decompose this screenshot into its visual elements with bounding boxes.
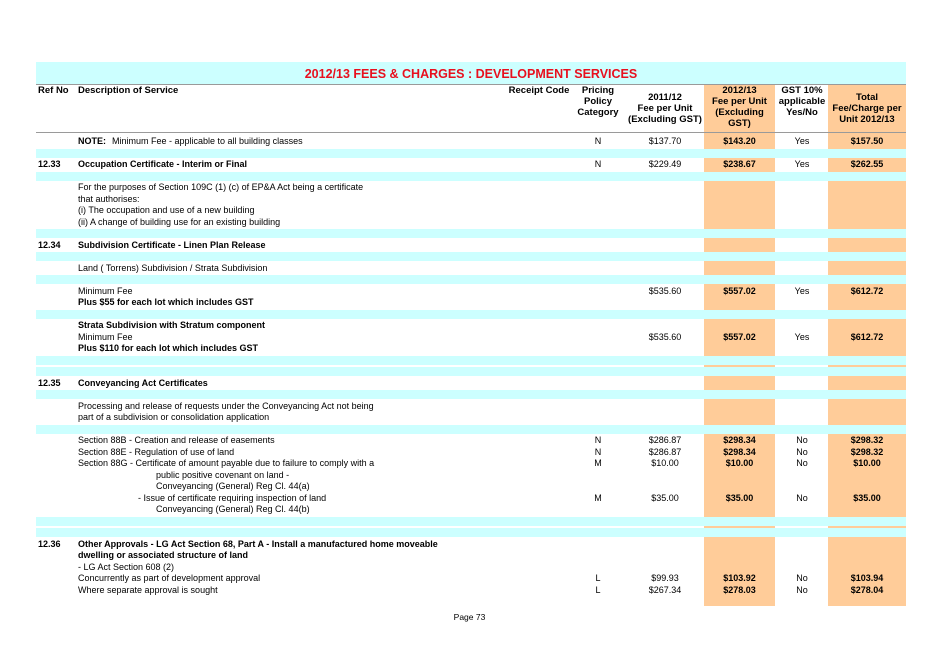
row-gst: No	[796, 458, 808, 468]
row-gst: Yes	[794, 331, 810, 342]
row-total: $103.94	[850, 573, 884, 583]
row-pricing-category: L	[595, 573, 601, 583]
row-gst: No	[796, 446, 808, 457]
row-description: public positive covenant on land -	[156, 469, 290, 480]
row-description: Plus $55 for each lot which includes GST	[78, 297, 254, 307]
row-fee-2012-13: $298.34	[723, 435, 756, 445]
row-fee-2011-12: $35.00	[651, 492, 679, 503]
row-fee-2012-13: $103.92	[723, 573, 756, 583]
row-description: Land ( Torrens) Subdivision / Strata Subdivision	[78, 262, 268, 273]
row-band	[36, 425, 906, 434]
row-note-label: NOTE:	[78, 136, 106, 146]
row-total: $262.55	[850, 159, 884, 169]
row-total: $612.72	[850, 285, 884, 296]
header-divider	[36, 132, 906, 133]
row-pricing-category: M	[594, 458, 602, 468]
row-description: dwelling or associated structure of land	[78, 550, 249, 560]
row-description: Occupation Certificate - Interim or Final	[78, 159, 248, 169]
row-description: Where separate approval is sought	[78, 584, 218, 595]
row-fee-2011-12: $99.93	[651, 573, 679, 583]
header-fee-2011-12: 2011/12 Fee per Unit (Excluding GST)	[628, 92, 702, 125]
row-description: Subdivision Certificate - Linen Plan Release	[78, 239, 266, 250]
row-gst: No	[796, 584, 808, 595]
row-description: Section 88B - Creation and release of easements	[78, 435, 275, 445]
row-fee-2011-12: $137.70	[648, 136, 682, 146]
row-fee-2011-12: $229.49	[648, 159, 682, 169]
row-fee-2012-13: $238.67	[723, 159, 756, 169]
row-fee-2011-12: $286.87	[648, 435, 682, 445]
row-fee-2012-13: $557.02	[723, 285, 756, 296]
row-total: $10.00	[853, 458, 881, 468]
row-description: Section 88E - Regulation of use of land	[78, 446, 235, 457]
row-description: - LG Act Section 608 (2)	[78, 561, 175, 572]
row-description: Minimum Fee	[78, 331, 133, 342]
row-band	[36, 172, 906, 181]
row-band	[36, 517, 906, 526]
row-fee-2012-13: $557.02	[723, 331, 756, 342]
row-description: Plus $110 for each lot which includes GST	[78, 343, 259, 353]
row-description: For the purposes of Section 109C (1) (c) of EP&A Act being a certificate	[78, 182, 364, 192]
page-title: 2012/13 FEES & CHARGES : DEVELOPMENT SERVICES	[36, 62, 906, 85]
row-gst: Yes	[794, 285, 810, 296]
row-fee-2011-12: $267.34	[648, 584, 682, 595]
row-total: $298.32	[850, 435, 884, 445]
row-pricing-category: N	[594, 159, 602, 169]
row-band	[36, 252, 906, 261]
row-description: Minimum Fee - applicable to all building classes	[112, 136, 303, 146]
header-total: Total Fee/Charge per Unit 2012/13	[832, 92, 902, 125]
row-gst: No	[796, 573, 808, 583]
row-description: Concurrently as part of development approval	[78, 573, 261, 583]
row-pricing-category: N	[594, 435, 602, 445]
row-band	[36, 528, 906, 537]
row-band	[36, 229, 906, 238]
row-description: part of a subdivision or consolidation application	[78, 412, 270, 422]
row-total: $612.72	[850, 331, 884, 342]
row-total: $298.32	[850, 446, 884, 457]
row-fee-2011-12: $535.60	[648, 331, 682, 342]
row-pricing-category: M	[594, 492, 602, 503]
fees-table	[36, 62, 906, 606]
row-gst: Yes	[794, 159, 810, 169]
header-gst: GST 10% applicable Yes/No	[778, 85, 826, 118]
row-fee-2012-13: $278.03	[723, 584, 756, 595]
row-description: that authorises:	[78, 193, 140, 204]
row-band	[36, 356, 906, 365]
row-band	[36, 310, 906, 319]
row-ref: 12.33	[38, 159, 61, 169]
row-ref: 12.34	[38, 239, 61, 250]
row-total: $35.00	[853, 492, 881, 503]
row-ref: 12.35	[38, 377, 61, 388]
header-fee-2012-13: 2012/13 Fee per Unit (Excluding GST)	[712, 85, 767, 129]
header-description: Description of Service	[78, 85, 179, 96]
row-band	[36, 275, 906, 284]
row-gst: No	[796, 492, 808, 503]
row-description: Processing and release of requests under the Conveyancing Act not being	[78, 400, 374, 411]
row-pricing-category: N	[594, 136, 602, 146]
row-description: Other Approvals - LG Act Section 68, Part A - Install a manufactured home moveable	[78, 538, 438, 549]
row-fee-2012-13: $298.34	[723, 446, 756, 457]
row-band	[36, 149, 906, 158]
row-description: Conveyancing Act Certificates	[78, 377, 208, 388]
header-pricing-policy: Pricing Policy Category	[577, 85, 619, 118]
row-gst: Yes	[794, 136, 810, 146]
header-receipt-code: Receipt Code	[508, 85, 570, 96]
row-fee-2011-12: $535.60	[648, 285, 682, 296]
row-band	[36, 390, 906, 399]
row-pricing-category: L	[595, 584, 601, 595]
row-band	[36, 367, 906, 376]
row-description: Minimum Fee	[78, 285, 133, 296]
row-pricing-category: N	[594, 446, 602, 457]
row-description: (ii) A change of building use for an existing building	[78, 216, 281, 227]
row-fee-2012-13: $143.20	[723, 136, 756, 146]
row-description: Section 88G - Certificate of amount payable due to failure to comply with a	[78, 458, 375, 468]
page-number: Page 73	[453, 612, 486, 622]
row-description: - Issue of certificate requiring inspection of land	[138, 492, 327, 503]
row-description: (i) The occupation and use of a new building	[78, 205, 255, 215]
row-fee-2012-13: $35.00	[725, 492, 754, 503]
row-description: Conveyancing (General) Reg Cl. 44(b)	[156, 504, 310, 514]
row-gst: No	[796, 435, 808, 445]
row-description: Conveyancing (General) Reg Cl. 44(a)	[156, 481, 310, 491]
row-total: $157.50	[850, 136, 884, 146]
row-fee-2011-12: $286.87	[648, 446, 682, 457]
row-total: $278.04	[850, 584, 884, 595]
row-description: Strata Subdivision with Stratum component	[78, 320, 266, 330]
row-fee-2011-12: $10.00	[651, 458, 679, 468]
row-fee-2012-13: $10.00	[725, 458, 754, 468]
header-ref: Ref No	[38, 85, 69, 96]
row-ref: 12.36	[38, 538, 61, 549]
